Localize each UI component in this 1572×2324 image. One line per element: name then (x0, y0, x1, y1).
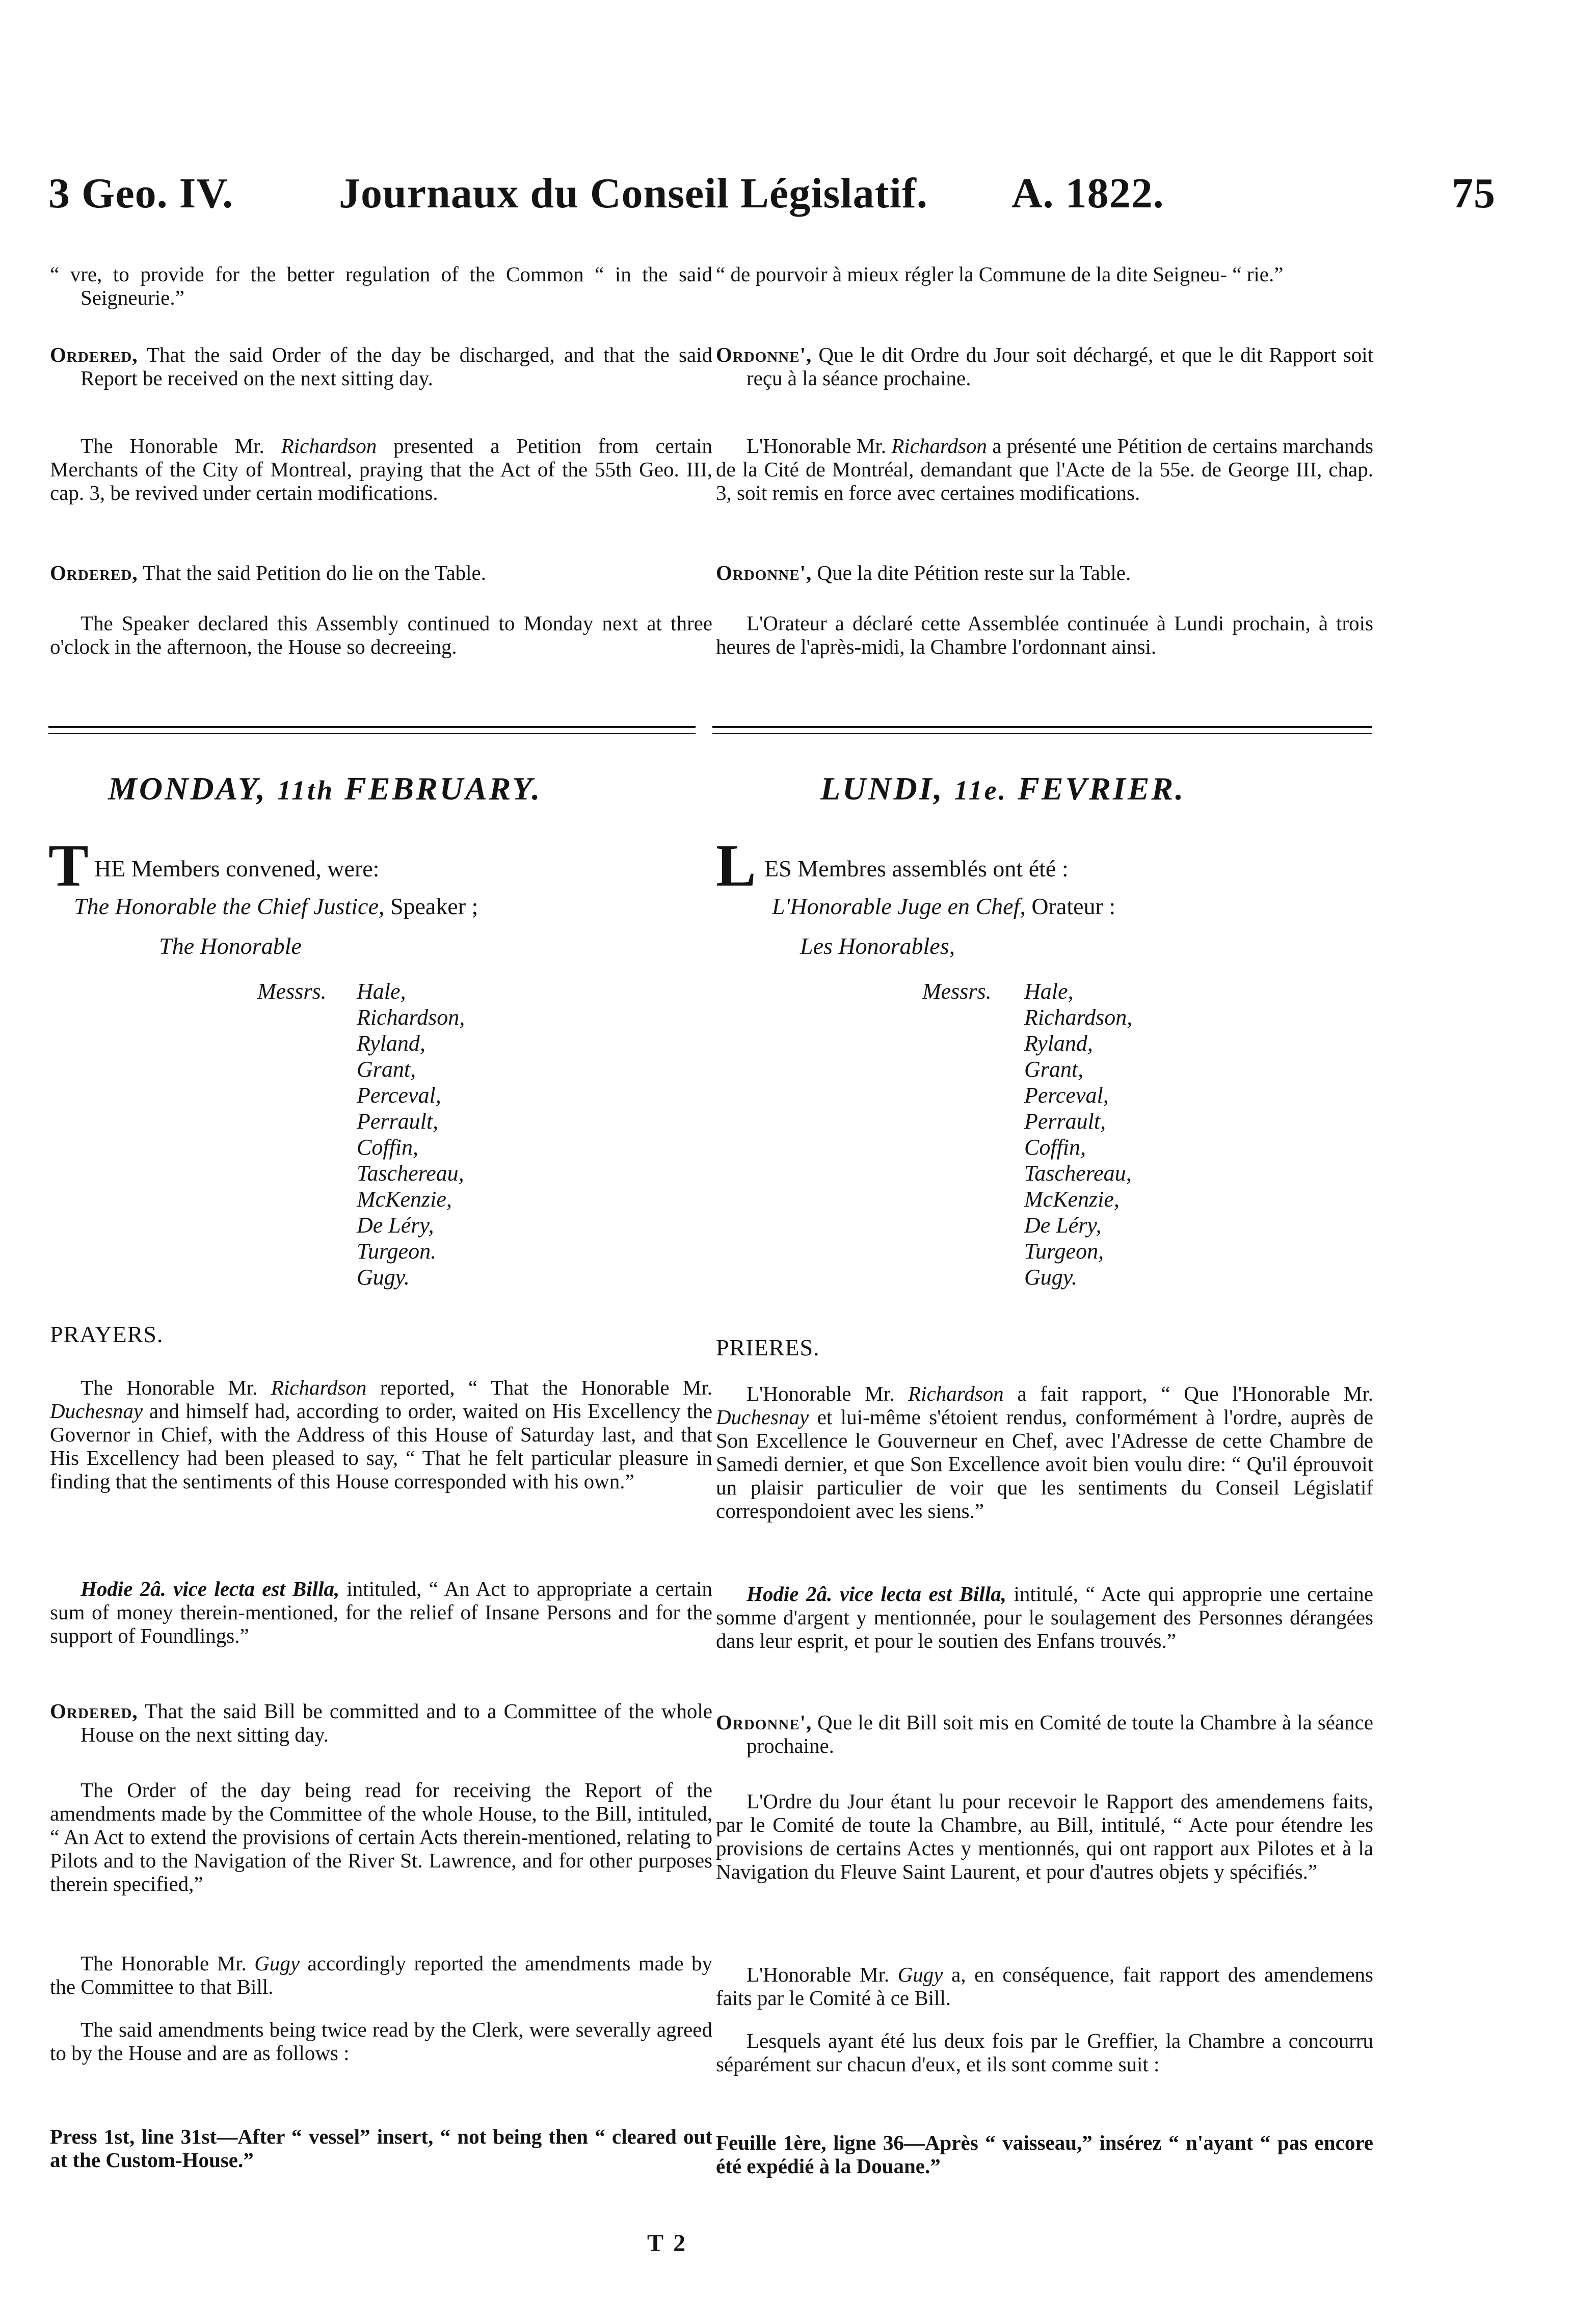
member-name: Perceval, (357, 1083, 441, 1108)
member-name: Ryland, (1024, 1031, 1093, 1056)
member-name: Taschereau, (1024, 1161, 1132, 1186)
running-header (43, 168, 1496, 224)
petition-order-fr: Ordonne', Que la dite Pétition reste sur la Table. (716, 561, 1131, 584)
members-convened: HE Members convened, were: (94, 856, 380, 881)
prayers-heading-fr: PRIERES. (716, 1334, 820, 1360)
order-discharged-fr: Ordonne', Que le dit Ordre du Jour soit déchargé, et que le dit Rapport soit reçu à la séance prochaine. (716, 343, 1373, 390)
bill-second-reading-fr: Hodie 2â. vice lecta est Billa, intitulé, “ Acte qui approprie une certaine somme d'argent y mentionnée, pour le soulagement des Personnes dérangées dans leur esprit, et pour le soutien des Enfans trouvés.” (716, 1582, 1373, 1652)
drop-cap: T (48, 832, 89, 899)
member-name: Coffin, (357, 1135, 419, 1160)
member-list-fr (1024, 978, 1132, 1290)
amendment-text: Press 1st, line 31st—After “ vessel” insert, “ not being then “ cleared out at the Custom-House.” (50, 2125, 712, 2172)
amendment-text-fr: Feuille 1ère, ligne 36—Après “ vaisseau,” insérez “ n'ayant “ pas encore été expédié à la Douane.” (716, 2131, 1373, 2178)
member-name: Gugy. (1024, 1265, 1077, 1290)
member-name: McKenzie, (1024, 1187, 1120, 1212)
member-name: Hale, (357, 979, 406, 1004)
member-name: Richardson, (357, 1005, 465, 1030)
member-list (357, 978, 465, 1290)
petition-paragraph: The Honorable Mr. Richardson presented a Petition from certain Merchants of the City of Montreal, praying that the Act of the 55th Geo. III, cap. 3, be revived under certain modifications. (50, 434, 712, 504)
page-number: 75 (1452, 170, 1496, 217)
member-name: Turgeon, (1024, 1239, 1104, 1264)
amendments-report: The Honorable Mr. Gugy accordingly reported the amendments made by the Committee to that Bill. (50, 1952, 712, 1998)
committee-order-fr: Ordonne', Que le dit Bill soit mis en Comité de toute la Chambre à la séance prochaine. (716, 1711, 1373, 1757)
journal-title: Journaux du Conseil Législatif. (339, 170, 928, 217)
messrs-label: Messrs. (257, 979, 327, 1004)
section-divider-fr (712, 726, 1372, 734)
member-name: Hale, (1024, 979, 1074, 1004)
member-name: Coffin, (1024, 1135, 1086, 1160)
member-name: Perceval, (1024, 1083, 1109, 1108)
speaker-line-fr: L'Honorable Juge en Chef, Orateur : (772, 893, 1116, 919)
order-of-day: The Order of the day being read for receiving the Report of the amendments made by the Committee of the whole House, to the Bill, intituled, “ An Act to extend the provisions of certain Acts therein-mentioned, relating to Pilots and to the Navigation of the River St. Lawrence, and for other purposes therein specified,” (50, 1778, 712, 1895)
petition-paragraph-fr: L'Honorable Mr. Richardson a présenté une Pétition de certains marchands de la Cité de Montréal, demandant que l'Acte de la 55e. de George III, chap. 3, soit remis en force avec certaines modifications. (716, 434, 1373, 504)
year: A. 1822. (1011, 170, 1164, 217)
member-name: De Léry, (1024, 1213, 1102, 1238)
messrs-label-fr: Messrs. (922, 979, 992, 1004)
member-name: Grant, (1024, 1057, 1084, 1082)
address-report-fr: L'Honorable Mr. Richardson a fait rapport, “ Que l'Honorable Mr. Duchesnay et lui-même s'étoient rendus, conformément à l'ordre, auprès de Son Excellence le Gouverneur en Chef, avec l'Adresse de cette Chambre de Samedi dernier, et que Son Excellence avoit bien voulu dire: “ Qu'il éprouvoit un plaisir particulier de voir que les sentiments du Conseil Législatif correspondoient avec les siens.” (716, 1382, 1374, 1522)
member-name: Grant, (357, 1057, 416, 1082)
prayers-heading: PRAYERS. (50, 1321, 164, 1347)
amendments-report-fr: L'Honorable Mr. Gugy a, en conséquence, fait rapport des amendemens faits par le Comité à ce Bill. (716, 1963, 1373, 2010)
section-divider (48, 726, 696, 734)
regnal-year: 3 Geo. IV. (48, 170, 234, 217)
order-of-day-fr: L'Ordre du Jour étant lu pour recevoir le Rapport des amendemens faits, par le Comité de toute la Chambre, au Bill, intitulé, “ Acte pour étendre les provisions de certains Actes y mentionnés, qui ont rapport aux Pilotes et à la Navigation du Fleuve Saint Laurent, et pour d'autres objets y spécifiés.” (716, 1789, 1373, 1883)
member-name: Richardson, (1024, 1005, 1133, 1030)
honorable-label-fr: Les Honorables, (800, 933, 955, 959)
date-heading-fr: LUNDI, 11e. FEVRIER. (820, 770, 1186, 807)
address-report: The Honorable Mr. Richardson reported, “ That the Honorable Mr. Duchesnay and himself had, according to order, waited on His Excellency the Governor in Chief, with the Address of this House of Saturday last, and that His Excellency had been pleased to say, “ That he felt particular pleasure in finding that the sentiments of this House corresponded with his own.” (50, 1376, 712, 1493)
drop-cap-fr: L (716, 832, 756, 899)
member-name: McKenzie, (357, 1187, 452, 1212)
members-convened-fr: ES Membres assemblés ont été : (764, 856, 1069, 881)
member-name: Perrault, (1024, 1109, 1106, 1134)
order-discharged: Ordered, That the said Order of the day be discharged, and that the said Report be received on the next sitting day. (50, 343, 712, 390)
member-name: Perrault, (357, 1109, 439, 1134)
member-name: Turgeon. (357, 1239, 437, 1264)
petition-order: Ordered, That the said Petition do lie on the Table. (50, 561, 486, 584)
speaker-line: The Honorable the Chief Justice, Speaker ; (74, 893, 478, 919)
amendments-agreed: The said amendments being twice read by the Clerk, were severally agreed to by the House and are as follows : (50, 2018, 712, 2065)
member-name: Ryland, (357, 1031, 425, 1056)
member-name: De Léry, (357, 1213, 434, 1238)
signature-mark: T 2 (647, 2230, 688, 2257)
bill-second-reading: Hodie 2â. vice lecta est Billa, intituled, “ An Act to appropriate a certain sum of money therein-mentioned, for the relief of Insane Persons and for the support of Foundlings.” (50, 1577, 712, 1647)
member-name: Gugy. (357, 1265, 410, 1290)
adjournment-paragraph-fr: L'Orateur a déclaré cette Assemblée continuée à Lundi prochain, à trois heures de l'après-midi, la Chambre l'ordonnant ainsi. (716, 611, 1373, 658)
amendments-agreed-fr: Lesquels ayant été lus deux fois par le Greffier, la Chambre a concourru séparément sur chacun d'eux, et ils sont comme suit : (716, 2029, 1373, 2076)
committee-order: Ordered, That the said Bill be committed and to a Committee of the whole House on the next sitting day. (50, 1699, 712, 1746)
adjournment-paragraph: The Speaker declared this Assembly continued to Monday next at three o'clock in the afternoon, the House so decreeing. (50, 611, 712, 658)
continued-quote-fr: “ de pourvoir à mieux régler la Commune de la dite Seigneu- “ rie.” (716, 262, 1284, 286)
date-heading: MONDAY, 11th FEBRUARY. (108, 770, 542, 807)
continued-quote: “ vre, to provide for the better regulation of the Common “ in the said Seigneurie.” (50, 262, 712, 309)
member-name: Taschereau, (357, 1161, 464, 1186)
honorable-label: The Honorable (159, 933, 302, 959)
